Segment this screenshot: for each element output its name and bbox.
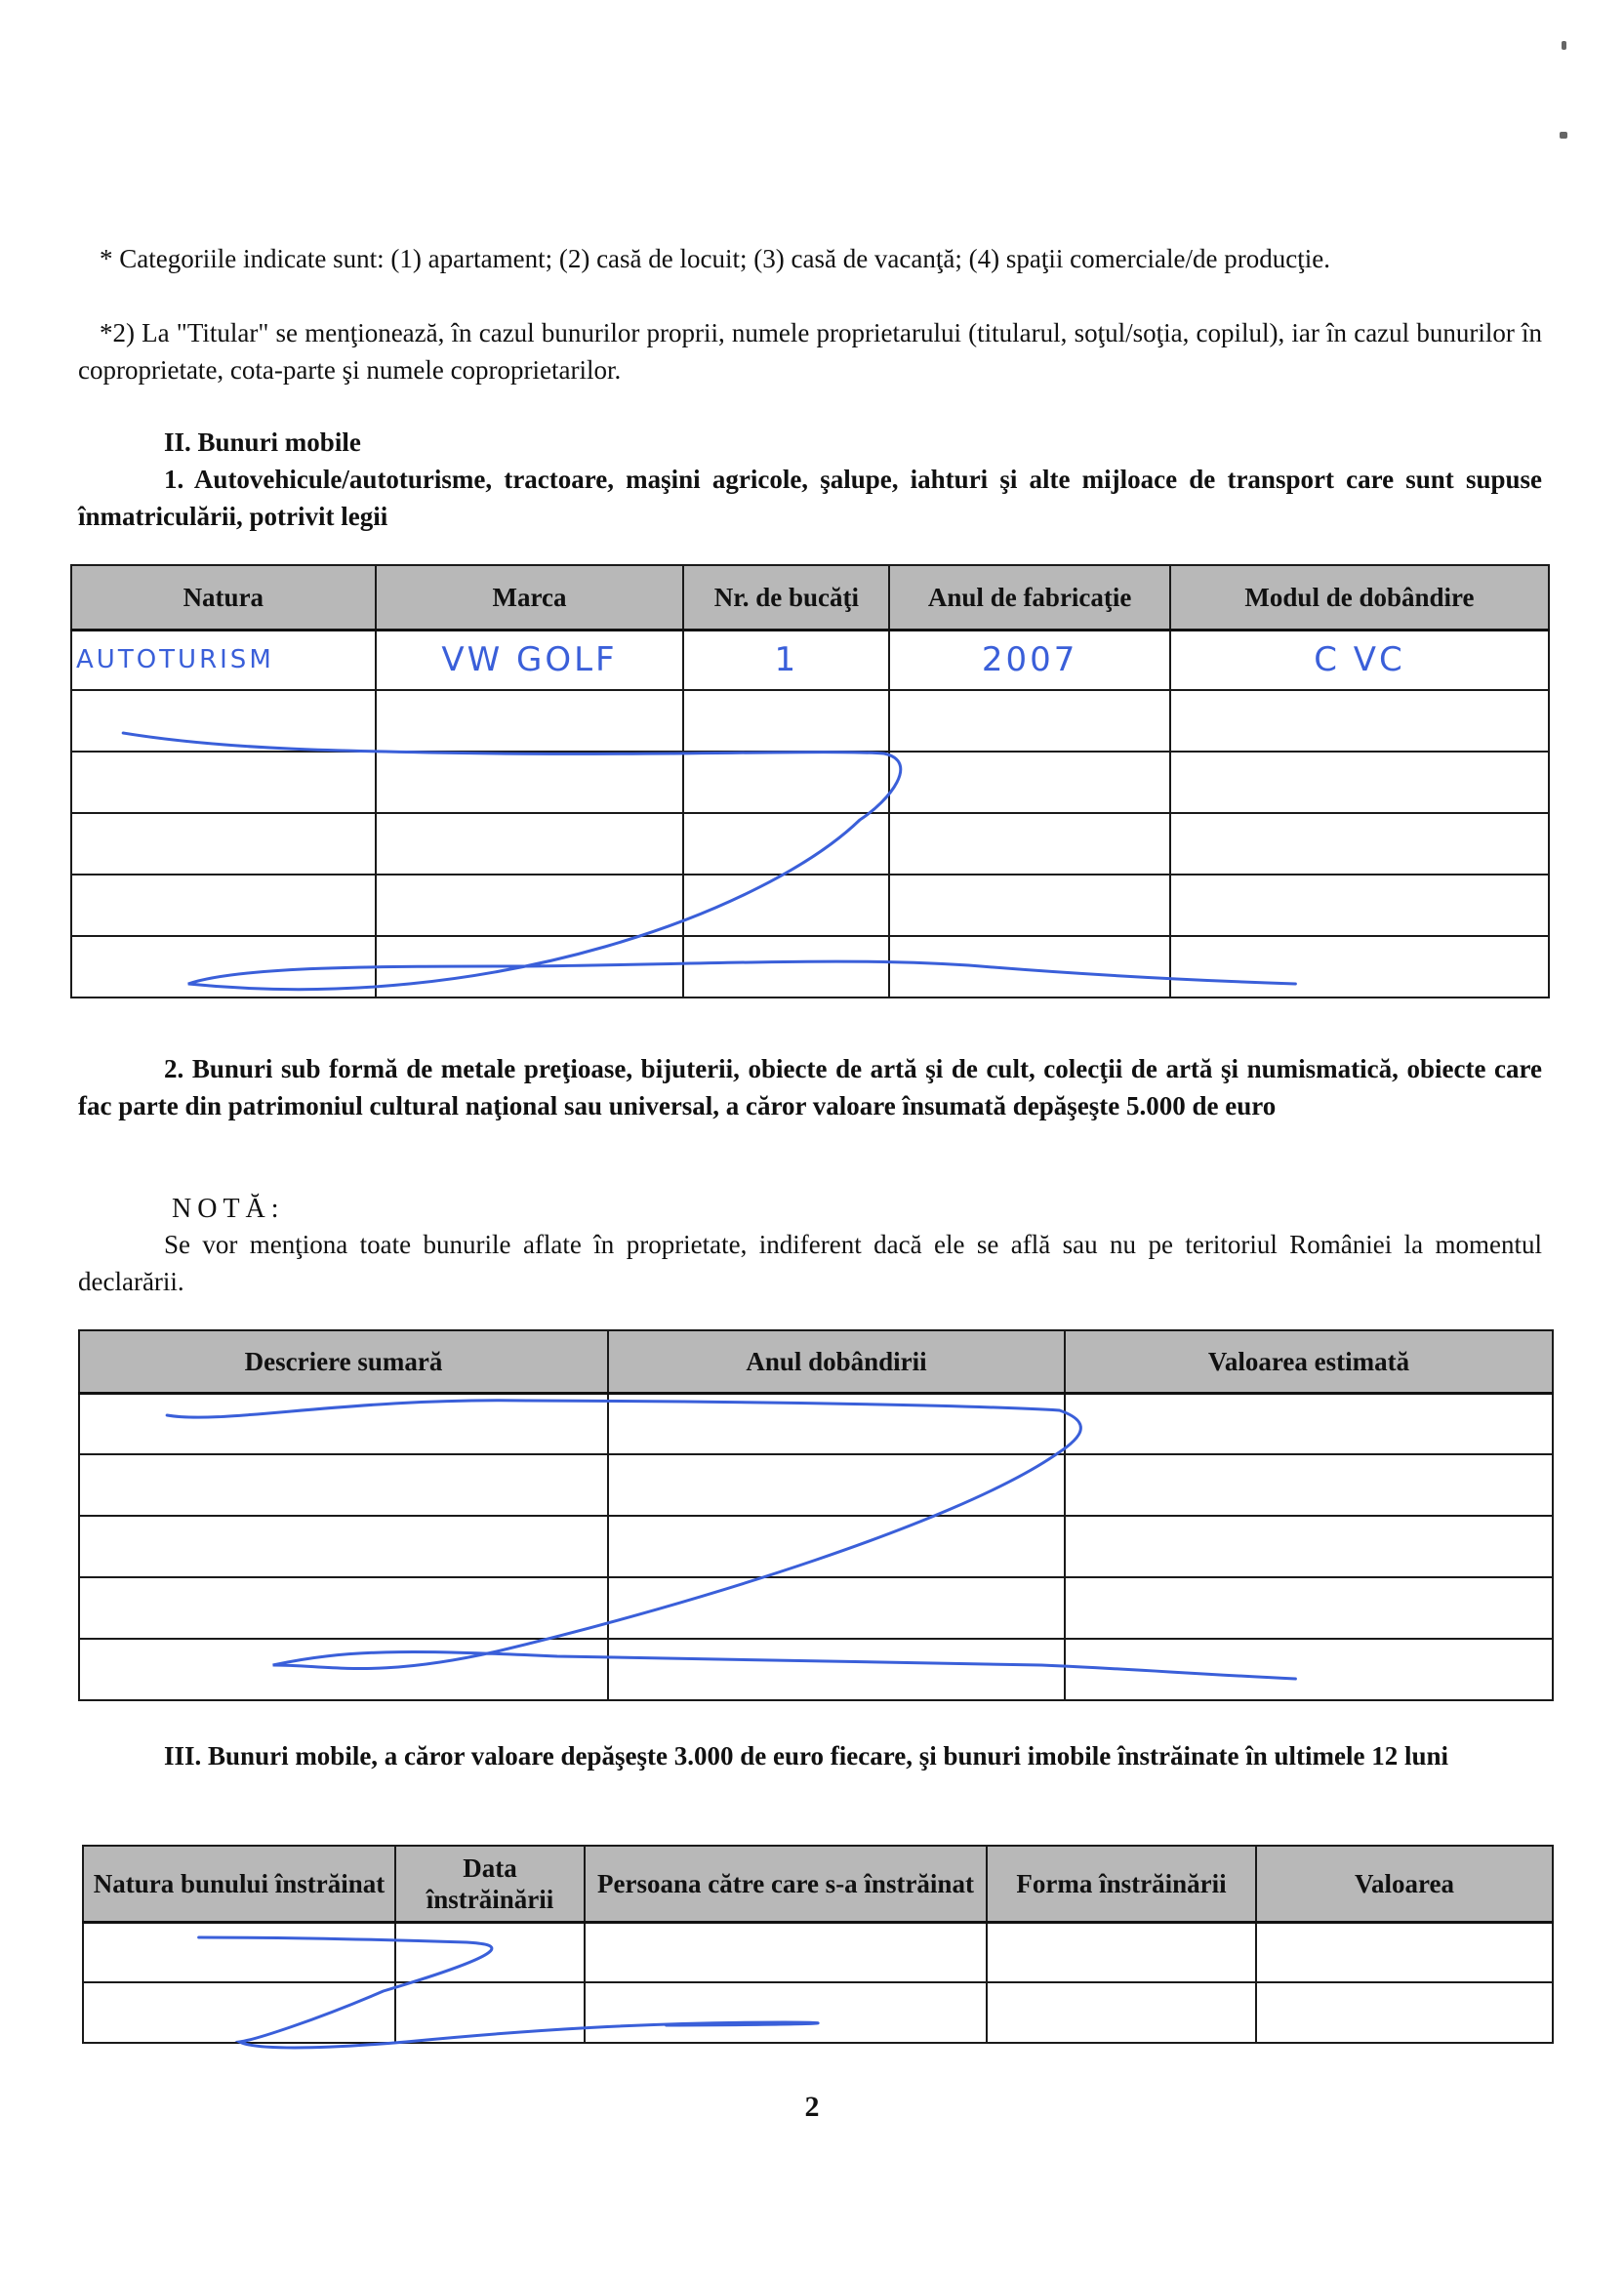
cell-anul-dobandirii[interactable] — [608, 1393, 1065, 1454]
cell-nr-bucati[interactable] — [683, 875, 889, 936]
cell-marca[interactable] — [376, 936, 684, 998]
section-heading-instrainate: III. Bunuri mobile, a căror valoare depăşeşte 3.000 de euro fiecare, şi bunuri imobile înstrăinate în ultimele 12 luni — [164, 1741, 1449, 1771]
table-row — [79, 1454, 1553, 1516]
cell-natura-bunului[interactable] — [83, 1982, 395, 2043]
column-header-marca: Marca — [376, 565, 684, 630]
cell-natura[interactable] — [71, 690, 376, 752]
column-header-forma-instrainarii: Forma înstrăinării — [987, 1846, 1256, 1922]
cell-valoarea-estimata[interactable] — [1065, 1454, 1553, 1516]
subsection-title-autovehicule: 1. Autovehicule/autoturisme, tractoare, maşini agricole, şalupe, iahturi şi alte mijloace de transport care sunt supuse înmatriculării, potrivit legii — [78, 465, 1542, 531]
table-row — [71, 813, 1549, 875]
table-row — [83, 1922, 1553, 1982]
cell-persoana[interactable] — [585, 1922, 987, 1982]
cell-nr-bucati[interactable] — [683, 690, 889, 752]
cell-anul-fabricatie[interactable] — [889, 752, 1170, 813]
cell-nr-bucati[interactable] — [683, 752, 889, 813]
table-row — [83, 1982, 1553, 2043]
cell-modul-dobandire[interactable] — [1170, 752, 1549, 813]
page-number: 2 — [804, 2091, 820, 2123]
table-row — [71, 752, 1549, 813]
table-header-row — [83, 1846, 1553, 1922]
column-header-valoarea-estimata: Valoarea estimată — [1065, 1330, 1553, 1393]
cell-anul-fabricatie[interactable] — [889, 813, 1170, 875]
column-header-natura-bunului: Natura bunului înstrăinat — [83, 1846, 395, 1922]
subsection-title-metale-pretioase: 2. Bunuri sub formă de metale preţioase, bijuterii, obiecte de artă şi de cult, colecţii de artă şi numismatică, obiecte care fac parte din patrimoniul cultural naţional sau universal, a căror valoare însumată depăşeşte 5.000 de euro — [78, 1054, 1542, 1120]
cell-forma-instrainarii[interactable] — [987, 1982, 1256, 2043]
cell-nr-bucati[interactable] — [683, 813, 889, 875]
column-header-persoana: Persoana către care s-a înstrăinat — [585, 1846, 987, 1922]
column-header-anul-fabricatie: Anul de fabricaţie — [889, 565, 1170, 630]
cell-anul-dobandirii[interactable] — [608, 1454, 1065, 1516]
cell-marca[interactable] — [376, 690, 684, 752]
table-row — [79, 1577, 1553, 1639]
cell-anul-dobandirii[interactable] — [608, 1516, 1065, 1577]
cell-descriere[interactable] — [79, 1639, 608, 1700]
column-header-descriere: Descriere sumară — [79, 1330, 608, 1393]
cell-valoarea-estimata[interactable] — [1065, 1516, 1553, 1577]
cell-marca[interactable] — [376, 813, 684, 875]
cell-marca[interactable]: VW GOLF — [376, 630, 684, 690]
table-header-row — [71, 565, 1549, 630]
cell-anul-fabricatie[interactable] — [889, 690, 1170, 752]
valuables-table — [78, 1329, 1554, 1701]
cell-valoarea-estimata[interactable] — [1065, 1639, 1553, 1700]
cell-anul-fabricatie[interactable] — [889, 936, 1170, 998]
table-row — [71, 936, 1549, 998]
column-header-modul-dobandire: Modul de dobândire — [1170, 565, 1549, 630]
cell-forma-instrainarii[interactable] — [987, 1922, 1256, 1982]
cell-natura[interactable]: AUTOTURISM — [71, 630, 376, 690]
cell-natura[interactable] — [71, 813, 376, 875]
cell-anul-dobandirii[interactable] — [608, 1639, 1065, 1700]
table-row — [79, 1516, 1553, 1577]
footnote-titular: *2) La "Titular" se menţionează, în cazul bunurilor proprii, numele proprietarului (titularul, soţul/soţia, copilul), iar în cazul bunurilor în coproprietate, cota-parte şi numele coproprietarilor. — [78, 318, 1542, 385]
vehicles-table — [70, 564, 1550, 998]
cell-descriere[interactable] — [79, 1577, 608, 1639]
cell-valoarea[interactable] — [1256, 1982, 1553, 2043]
cell-valoarea-estimata[interactable] — [1065, 1577, 1553, 1639]
cell-natura[interactable] — [71, 936, 376, 998]
cell-natura[interactable] — [71, 752, 376, 813]
table-row — [71, 875, 1549, 936]
cell-natura-bunului[interactable] — [83, 1922, 395, 1982]
cell-valoarea-estimata[interactable] — [1065, 1393, 1553, 1454]
column-header-valoarea: Valoarea — [1256, 1846, 1553, 1922]
section-heading-bunuri-mobile: II. Bunuri mobile — [164, 428, 361, 457]
table-row — [79, 1639, 1553, 1700]
cell-modul-dobandire[interactable] — [1170, 875, 1549, 936]
cell-natura[interactable] — [71, 875, 376, 936]
cell-anul-fabricatie[interactable]: 2007 — [889, 630, 1170, 690]
cell-nr-bucati[interactable]: 1 — [683, 630, 889, 690]
cell-modul-dobandire[interactable] — [1170, 936, 1549, 998]
scan-speck — [1560, 132, 1567, 139]
note-title: NOTĂ: — [172, 1194, 285, 1224]
cell-modul-dobandire[interactable] — [1170, 813, 1549, 875]
cell-valoarea[interactable] — [1256, 1922, 1553, 1982]
cell-data-instrainarii[interactable] — [395, 1922, 585, 1982]
cell-marca[interactable] — [376, 752, 684, 813]
cell-persoana[interactable] — [585, 1982, 987, 2043]
cell-anul-dobandirii[interactable] — [608, 1577, 1065, 1639]
cell-data-instrainarii[interactable] — [395, 1982, 585, 2043]
table-row — [71, 690, 1549, 752]
cell-marca[interactable] — [376, 875, 684, 936]
cell-anul-fabricatie[interactable] — [889, 875, 1170, 936]
disposed-goods-table — [82, 1845, 1554, 2044]
cell-descriere[interactable] — [79, 1454, 608, 1516]
column-header-data-instrainarii: Data înstrăinării — [395, 1846, 585, 1922]
note-text: Se vor menţiona toate bunurile aflate în proprietate, indiferent dacă ele se află sau nu pe teritoriul României la momentul declarării. — [78, 1230, 1542, 1296]
cell-descriere[interactable] — [79, 1516, 608, 1577]
column-header-anul-dobandirii: Anul dobândirii — [608, 1330, 1065, 1393]
footnote-categories: * Categoriile indicate sunt: (1) apartament; (2) casă de locuit; (3) casă de vacanţă; (4) spaţii comerciale/de producţie. — [100, 244, 1330, 273]
table-header-row — [79, 1330, 1553, 1393]
column-header-nr-bucati: Nr. de bucăţi — [683, 565, 889, 630]
cell-descriere[interactable] — [79, 1393, 608, 1454]
table-row — [71, 630, 1549, 690]
cell-nr-bucati[interactable] — [683, 936, 889, 998]
table-row — [79, 1393, 1553, 1454]
column-header-natura: Natura — [71, 565, 376, 630]
scan-speck — [1562, 41, 1566, 50]
cell-modul-dobandire[interactable]: C VC — [1170, 630, 1549, 690]
cell-modul-dobandire[interactable] — [1170, 690, 1549, 752]
